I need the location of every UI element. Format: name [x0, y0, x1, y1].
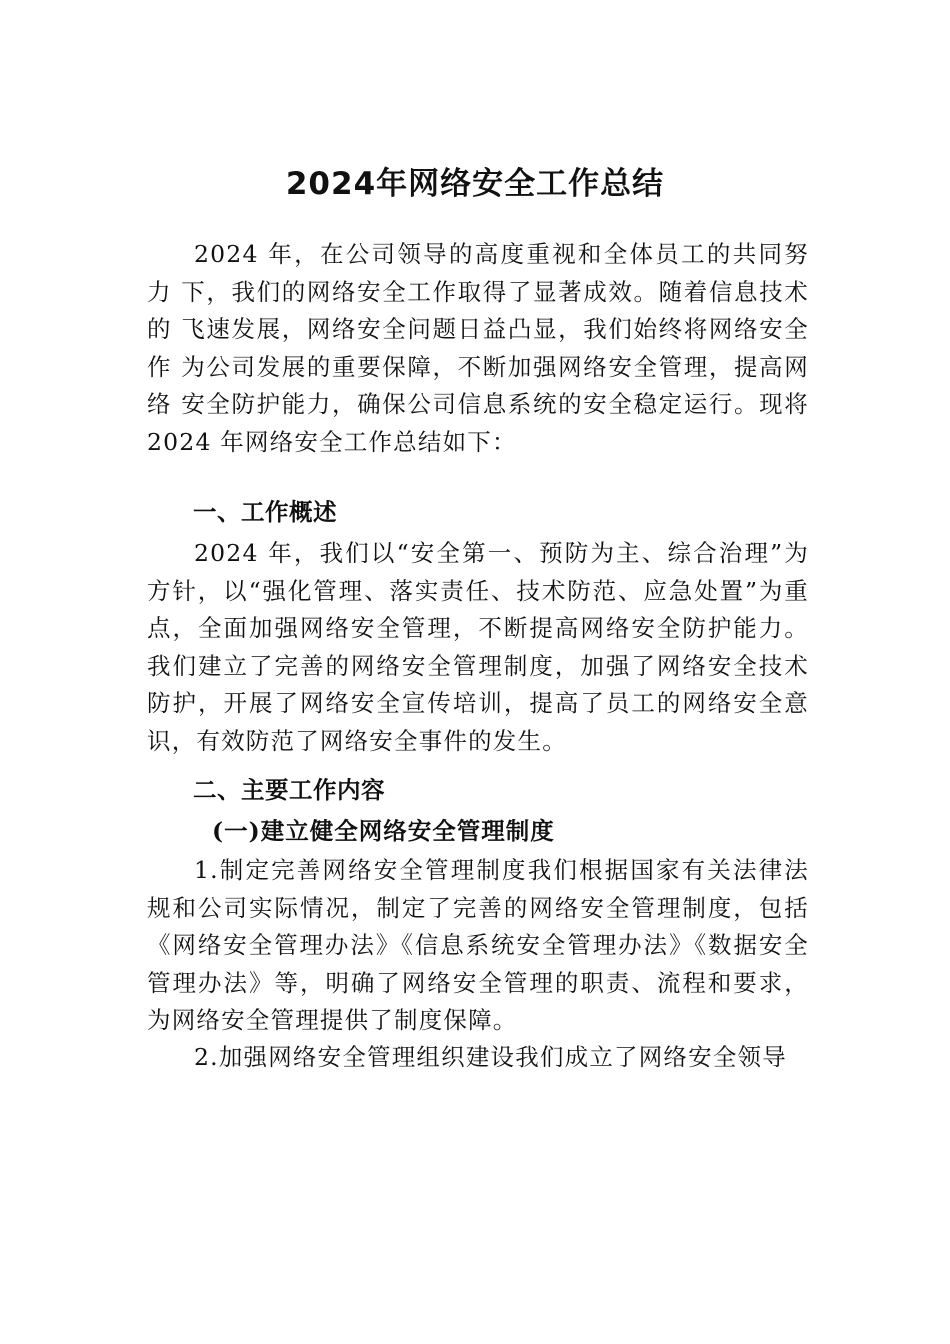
- section-heading-main-work: 二、主要工作内容: [193, 776, 385, 804]
- list-item-2: 2.加强网络安全管理组织建设我们成立了网络安全领导: [194, 1043, 787, 1071]
- subsection-heading-management-system: (一)建立健全网络安全管理制度: [212, 817, 555, 845]
- document-title: 2024年网络安全工作总结: [285, 166, 665, 202]
- intro-paragraph: 2024 年，在公司领导的高度重视和全体员工的共同努力 下，我们的网络安全工作取得了显著成效。随着信息技术的 飞速发展，网络安全问题日益凸显，我们始终将网络安全作 为公司发展的重要保障，不断加强网络安全管理，提高网络 安全防护能力，确保公司信息系统的安全稳定运行。现将 2024 年网络安全工作总结如下：: [147, 240, 809, 456]
- overview-paragraph: 2024 年，我们以“安全第一、预防为主、综合治理”为方针，以“强化管理、落实责任、技术防范、应急处置”为重点，全面加强网络安全管理，不断提高网络安全防护能力。 我们建立了完善的网络安全管理制度，加强了网络安全技术 防护，开展了网络安全宣传培训，提高了员工的网络安全意 识，有效防范了网络安全事件的发生。: [147, 539, 809, 755]
- list-item-1: 1.制定完善网络安全管理制度我们根据国家有关法律法规和公司实际情况，制定了完善的网络安全管理制度，包括《网络安全管理办法》《信息系统安全管理办法》《数据安全管理办法》等，明确了网络安全管理的职责、流程和要求，为网络安全管理提供了制度保障。: [147, 856, 809, 1034]
- section-heading-overview: 一、工作概述: [193, 498, 337, 526]
